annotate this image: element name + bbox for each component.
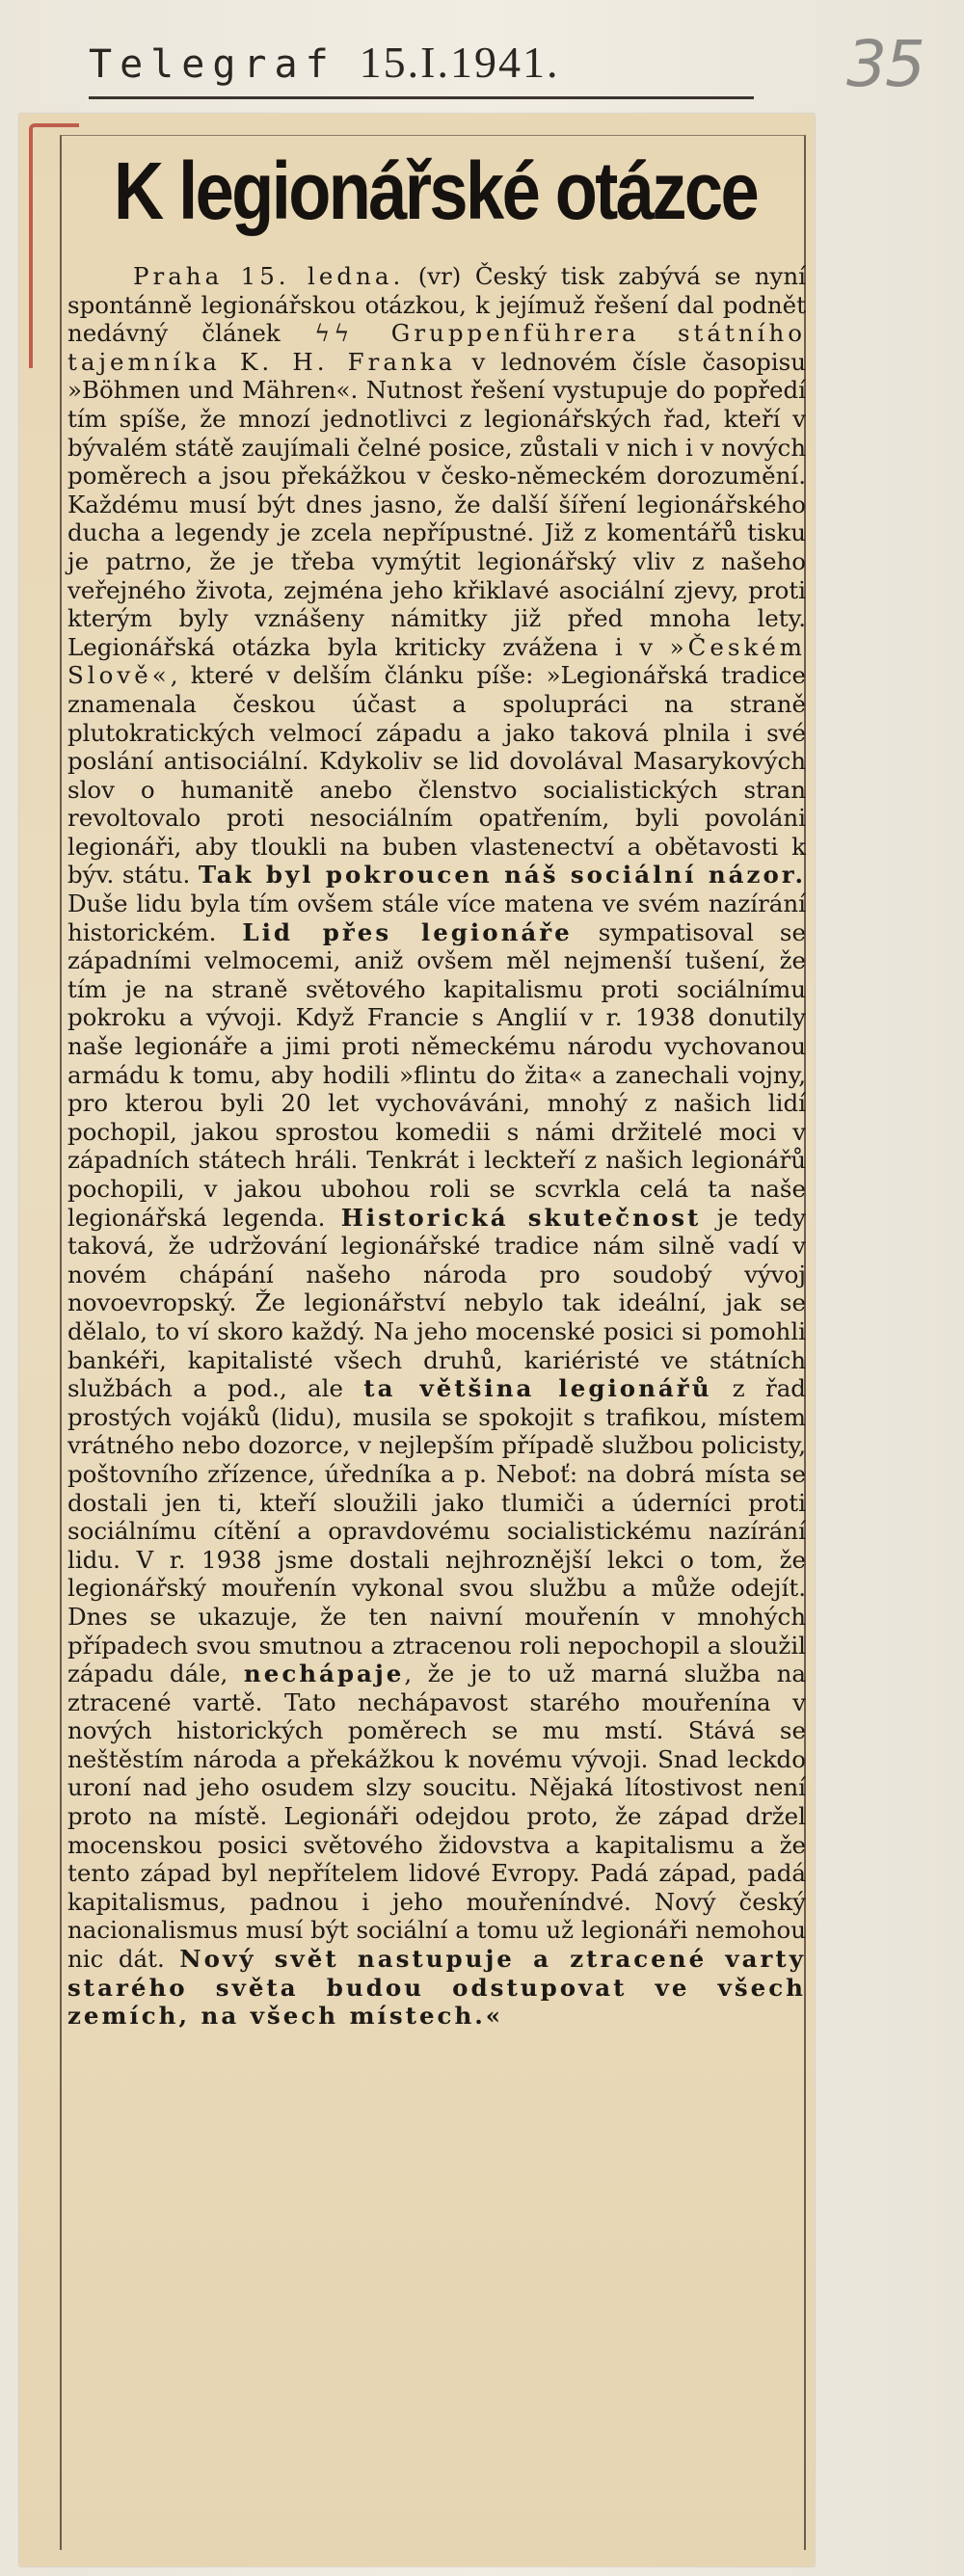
body-text: sympatisoval se západními velmocemi, aniž ovšem měl nejmenší tušení, že tím je na straně světového kapitalismu proti sociálnímu pokroku a vývoji. Když Francie s Anglií v r. 1938 donutily naše legionáře a jimi proti německému národu vychovanou armádu k tomu, aby hodili »flintu do žita« a zanechali vojny, pro kterou byli 20 let vychováváni, mnohý z našich lidí pochopil, jakou sprostou komedii s námi držitelé moci v západních státech hráli. Tenkrát i leckteří z našich legionářů pochopili, v jakou ubohou roli se scvrkla celá ta naše legionářská legenda.: [67, 917, 806, 1232]
body-text-emphasis: Lid přes legionáře: [242, 917, 573, 946]
body-text: , že je to už marná služba na ztracené vartě. Tato nechápavost starého mouřenína v nových historických poměrech se mu mstí. Stává se neštěstím národa a překážkou k novému vývoji. Snad leckdo uroní nad jeho osudem slzy soucitu. Nějaká lítostivost není proto na místě. Legionáři odejdou proto, že západ držel mocenskou posici světového židovstva a kapitalismu a že tento západ byl nepřítelem lidové Evropy. Padá západ, padá kapitalismus, padnou i jeho mouřeníndvé. Nový český nacionalismus musí být sociální a tomu už legionáři nemohou nic dát.: [67, 1660, 806, 1974]
article-body: [67, 262, 806, 2031]
dateline: Praha 15. ledna.: [133, 262, 405, 290]
body-text: z řad prostých vojáků (lidu), musila se spokojit s trafikou, místem vrátného nebo dozorce, v nejlepším případě službou policisty, poštovního zřízence, úředníka a p. Neboť: na dobrá místa se dostali jen ti, kteří sloužili jako tlumiči a úderníci proti sociálnímu cítění a opravdovému socialistickému nazírání lidu. V r. 1938 jsme dostali nejhroznější lekci o tom, že legionářský mouřenín vykonal svou službu a může odejít. Dnes se ukazuje, že ten naivní mouřenín v mnohých případech svou smutnou a ztracenou roli nepochopil a sloužil západu dále,: [67, 1374, 806, 1688]
body-text: (vr) Český tisk zabývá se nyní spontánně legionářskou otázkou, k jejímuž řešení dal podnět nedávný článek: [67, 262, 807, 348]
body-text-spaced: »Českém Slově«: [67, 632, 806, 690]
source-line: [89, 37, 783, 88]
body-text: je tedy taková, že udržování legionářské tradice nám silně vadí v novém chápání našeho národa pro soudobý vývoj novoevropský. Že legionářství nebylo tak ideální, jak se dělalo, to ví skoro každý. Na jeho mocenské posici si pomohli bankéři, kapitalisté všech druhů, kariéristé ve státních službách a pod., ale: [67, 1203, 806, 1403]
body-text: v lednovém čísle časopisu »Böhmen und Mähren«. Nutnost řešení vystupuje do popředí tím spíše, že mnozí jednotlivci z legionářských řad, kteří v bývalém státě zaujímali čelné posice, zůstali v nich i v nových poměrech a jsou překážkou v česko-německém dorozumění. Každému musí být dnes jasno, že další šíření legionářského ducha a legendy je zcela nepřípustné. Již z komentářů tisku je patrno, že je třeba vymýtit legionářský vliv z našeho veřejného života, zejména jeho křiklavé asociální zjevy, proti kterým byly vznášeny námitky již před mnoha lety. Legionářská otázka byla kriticky zvážena i v: [67, 347, 806, 661]
source-date: 15.I.1941.: [359, 38, 560, 87]
article-headline: K legionářské otázce: [114, 146, 758, 236]
source-underline: [89, 96, 754, 99]
body-text: , které v delším článku píše: »Legionářská tradice znamenala českou účast a spolupráci na straně plutokratických velmocí západu a jako taková plnila i své poslání antisociální. Kdykoliv se lid dovolával Masarykových slov o humanitě anebo členstvo socialistických stran revoltovalo proti nesociálním opatřením, byli povoláni legionáři, aby tloukli na buben vlastenectví a obětavosti k býv. státu.: [67, 661, 806, 890]
body-text-emphasis: Nový svět nastupuje a ztracené varty starého světa budou odstupovat ve všech zemích, na všech místech.«: [67, 1945, 806, 2031]
body-text-emphasis: Tak byl pokroucen náš sociální názor.: [198, 861, 806, 890]
body-text-emphasis: nechápaje: [243, 1660, 405, 1688]
body-text: Duše lidu byla tím ovšem stále více matena ve svém nazírání historickém.: [67, 890, 806, 946]
source-name: Telegraf: [89, 42, 336, 87]
body-text-emphasis: ta většina legionářů: [363, 1374, 712, 1403]
pencil-page-number: 35: [846, 27, 924, 101]
body-text-spaced: ϟϟ Gruppenführera státního tajemníka K. H. Franka: [67, 319, 806, 376]
body-text-emphasis: Historická skutečnost: [340, 1203, 702, 1232]
article-paragraph: [67, 262, 806, 2031]
